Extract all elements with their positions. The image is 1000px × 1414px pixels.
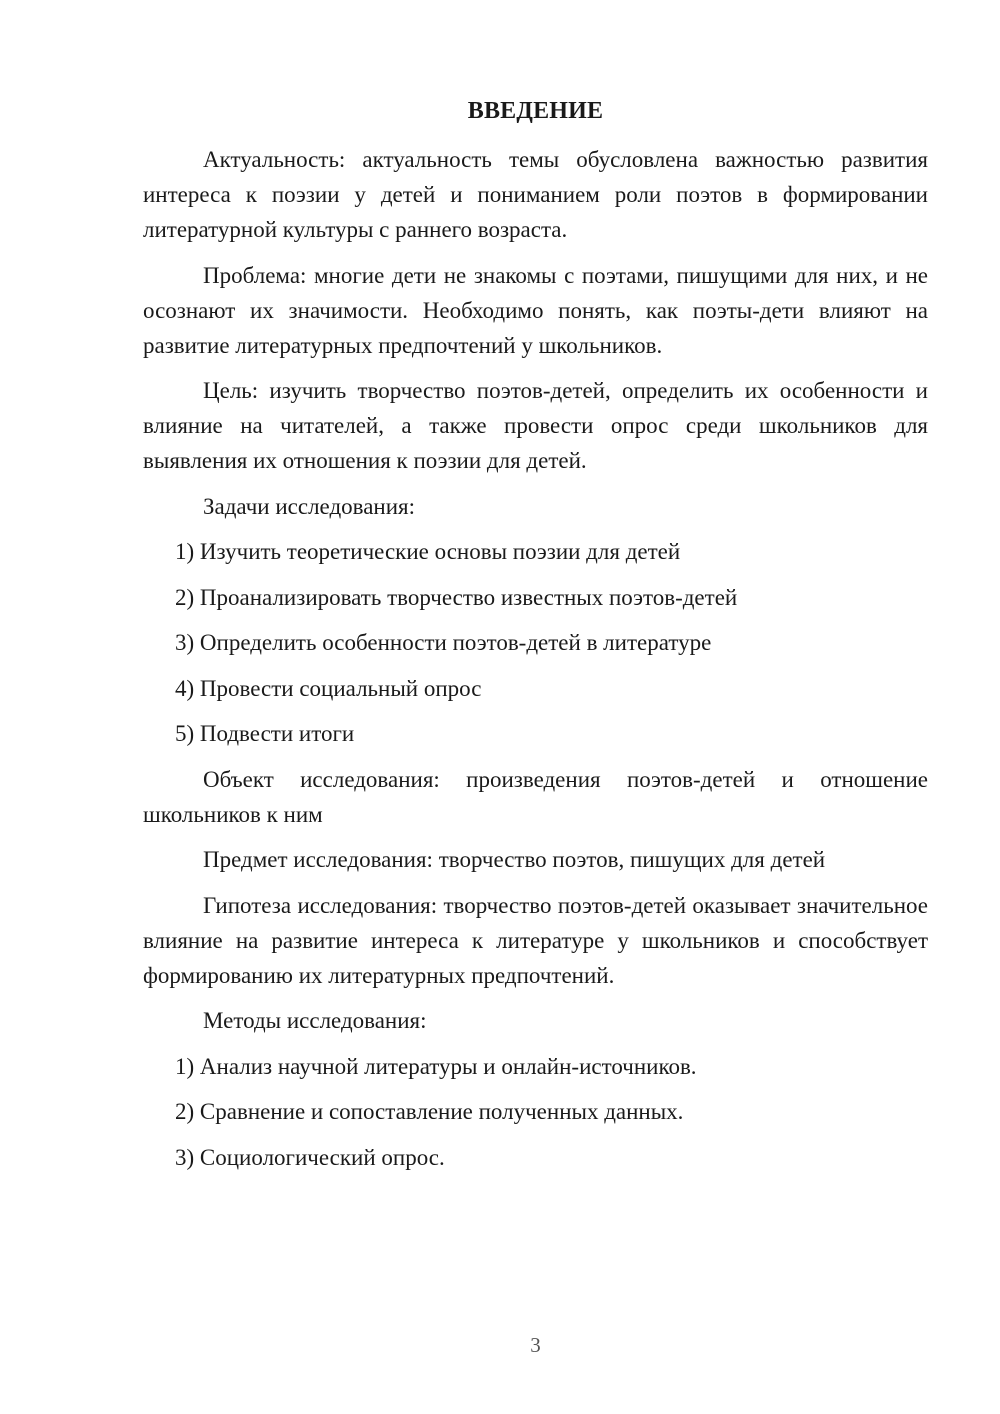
method-item: 2) Сравнение и сопоставление полученных данных. xyxy=(175,1099,684,1124)
relevance-paragraph: Актуальность: актуальность темы обусловлена важностью развития интереса к поэзии у детей и пониманием роли поэтов в формировании литературной культуры с раннего возраста. xyxy=(143,147,928,242)
method-item: 1) Анализ научной литературы и онлайн-источников. xyxy=(175,1053,697,1079)
task-item: 1) Изучить теоретические основы поэзии для детей xyxy=(175,539,681,564)
task-item: 5) Подвести итоги xyxy=(175,721,355,746)
tasks-label: Задачи исследования: xyxy=(203,493,416,519)
methods-label: Методы исследования: xyxy=(203,1008,427,1033)
page-number: 3 xyxy=(530,1333,541,1357)
document-page xyxy=(143,0,928,1414)
task-item: 3) Определить особенности поэтов-детей в литературе xyxy=(175,630,712,655)
task-item: 2) Проанализировать творчество известных поэтов-детей xyxy=(175,584,738,610)
goal-paragraph: Цель: изучить творчество поэтов-детей, определить их особенности и влияние на читателей, а также провести опрос среди школьников для выявления их отношения к поэзии для детей. xyxy=(143,378,928,473)
task-item: 4) Провести социальный опрос xyxy=(175,675,482,701)
document-body xyxy=(143,142,928,1185)
object-paragraph: Объект исследования: произведения поэтов-детей и отношение школьников к ним xyxy=(143,766,928,827)
hypothesis-paragraph: Гипотеза исследования: творчество поэтов-детей оказывает значительное влияние на развитие интереса к литературе у школьников и способствует формированию их литературных предпочтений. xyxy=(143,892,928,988)
page-title: ВВЕДЕНИЕ xyxy=(467,98,604,124)
problem-paragraph: Проблема: многие дети не знакомы с поэтами, пишущими для них, и не осознают их значимости. Необходимо понять, как поэты-дети влияют на развитие литературных предпочтений у школьников. xyxy=(143,262,928,358)
subject-paragraph: Предмет исследования: творчество поэтов, пишущих для детей xyxy=(203,847,826,872)
method-item: 3) Социологический опрос. xyxy=(175,1144,445,1170)
